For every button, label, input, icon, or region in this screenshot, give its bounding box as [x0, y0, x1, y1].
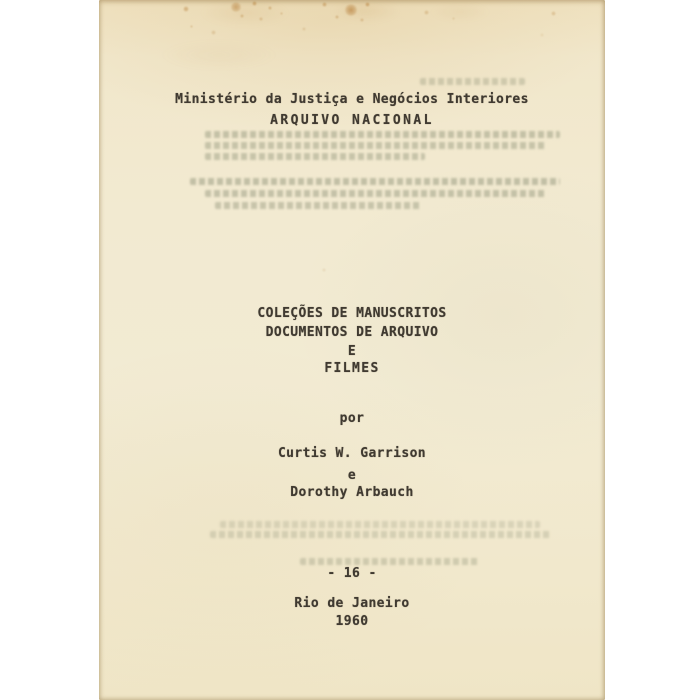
bleed-through-text-line — [300, 558, 480, 565]
document-title-line-4: FILMES — [324, 361, 380, 376]
byline-prefix: por — [339, 411, 365, 426]
bleed-through-text-line — [220, 521, 540, 528]
byline-conjunction: e — [347, 468, 357, 483]
foxing-stain — [211, 30, 216, 35]
national-archive-title: ARQUIVO NACIONAL — [270, 113, 434, 128]
publication-year: 1960 — [335, 614, 369, 629]
publication-place: Rio de Janeiro — [294, 596, 410, 611]
age-stain — [200, 0, 290, 26]
bleed-through-text-line — [190, 178, 560, 185]
foxing-stain — [302, 27, 306, 31]
foxing-stain — [424, 10, 429, 15]
foxing-stain — [551, 11, 556, 16]
foxing-stain — [190, 25, 193, 28]
scanned-page — [99, 0, 605, 700]
bleed-through-text-line — [205, 142, 545, 149]
document-title-line-3: E — [347, 344, 357, 359]
age-stain — [430, 3, 490, 21]
foxing-stain — [322, 268, 326, 272]
bleed-through-text-line — [215, 202, 420, 209]
age-stain — [330, 0, 400, 22]
foxing-stain — [540, 33, 544, 37]
series-number: - 16 - — [327, 566, 377, 581]
bleed-through-text-line — [210, 531, 550, 538]
document-title-line-2: DOCUMENTOS DE ARQUIVO — [265, 325, 439, 340]
bleed-through-text-line — [205, 153, 425, 160]
age-stain — [159, 40, 279, 70]
bleed-through-text-line — [205, 190, 545, 197]
ministry-title: Ministério da Justiça e Negócios Interiores — [175, 92, 529, 107]
author-name-2: Dorothy Arbauch — [290, 485, 414, 500]
bleed-through-text-line — [420, 78, 525, 85]
author-name-1: Curtis W. Garrison — [277, 446, 427, 461]
document-title-line-1: COLEÇÕES DE MANUSCRITOS — [257, 306, 447, 321]
bleed-through-text-line — [205, 131, 560, 138]
foxing-stain — [183, 6, 189, 12]
foxing-stain — [322, 2, 327, 7]
